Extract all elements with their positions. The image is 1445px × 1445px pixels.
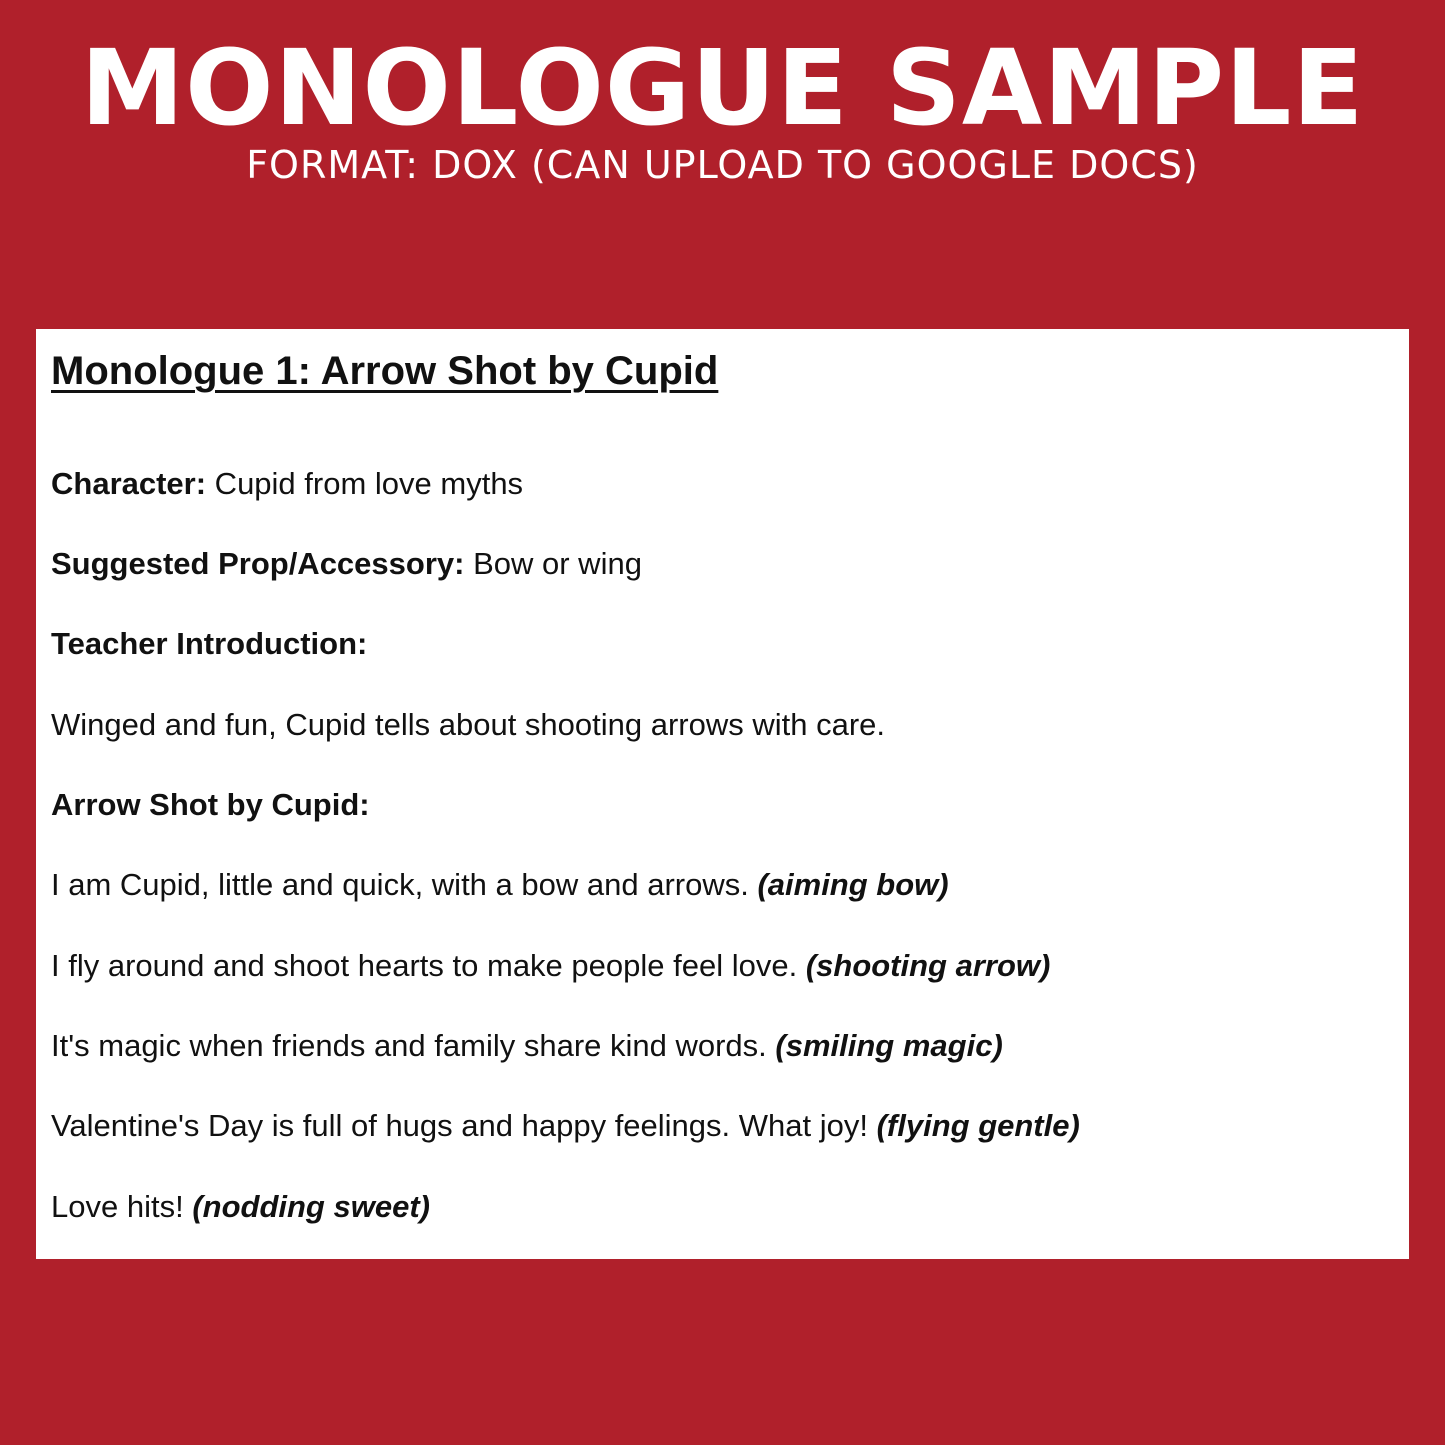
stage-direction: (aiming bow) [757,867,949,902]
teacher-intro-text: Winged and fun, Cupid tells about shooting arrows with care. [51,707,886,742]
character-label: Character: [51,466,207,501]
character-value: Cupid from love myths [206,466,524,501]
monologue-line [51,1106,1080,1146]
line-text: It's magic when friends and family share kind words. [51,1028,776,1063]
stage-direction: (smiling magic) [775,1028,1003,1063]
banner-subtitle: FORMAT: DOX (CAN UPLOAD TO GOOGLE DOCS) [246,143,1199,187]
monologue-subheading: Arrow Shot by Cupid: [51,787,370,822]
line-text: Love hits! [51,1189,193,1224]
prop-value: Bow or wing [464,546,642,581]
monologue-line [51,1026,1003,1066]
banner-title: MONOLOGUE SAMPLE [80,27,1365,149]
line-text: I fly around and shoot hearts to make people feel love. [51,948,806,983]
stage-direction: (flying gentle) [876,1108,1080,1143]
line-text: I am Cupid, little and quick, with a bow and arrows. [51,867,758,902]
stage-direction: (shooting arrow) [805,948,1051,983]
monologue-heading: Monologue 1: Arrow Shot by Cupid [51,349,719,393]
character-line [51,464,523,504]
document-panel [36,329,1409,1259]
prop-line [51,544,642,584]
teacher-intro-heading: Teacher Introduction: [51,626,368,661]
prop-label: Suggested Prop/Accessory: [51,546,465,581]
monologue-line [51,865,949,905]
monologue-line [51,1187,430,1227]
stage-direction: (nodding sweet) [192,1189,430,1224]
monologue-line [51,946,1050,986]
line-text: Valentine's Day is full of hugs and happy feelings. What joy! [51,1108,877,1143]
